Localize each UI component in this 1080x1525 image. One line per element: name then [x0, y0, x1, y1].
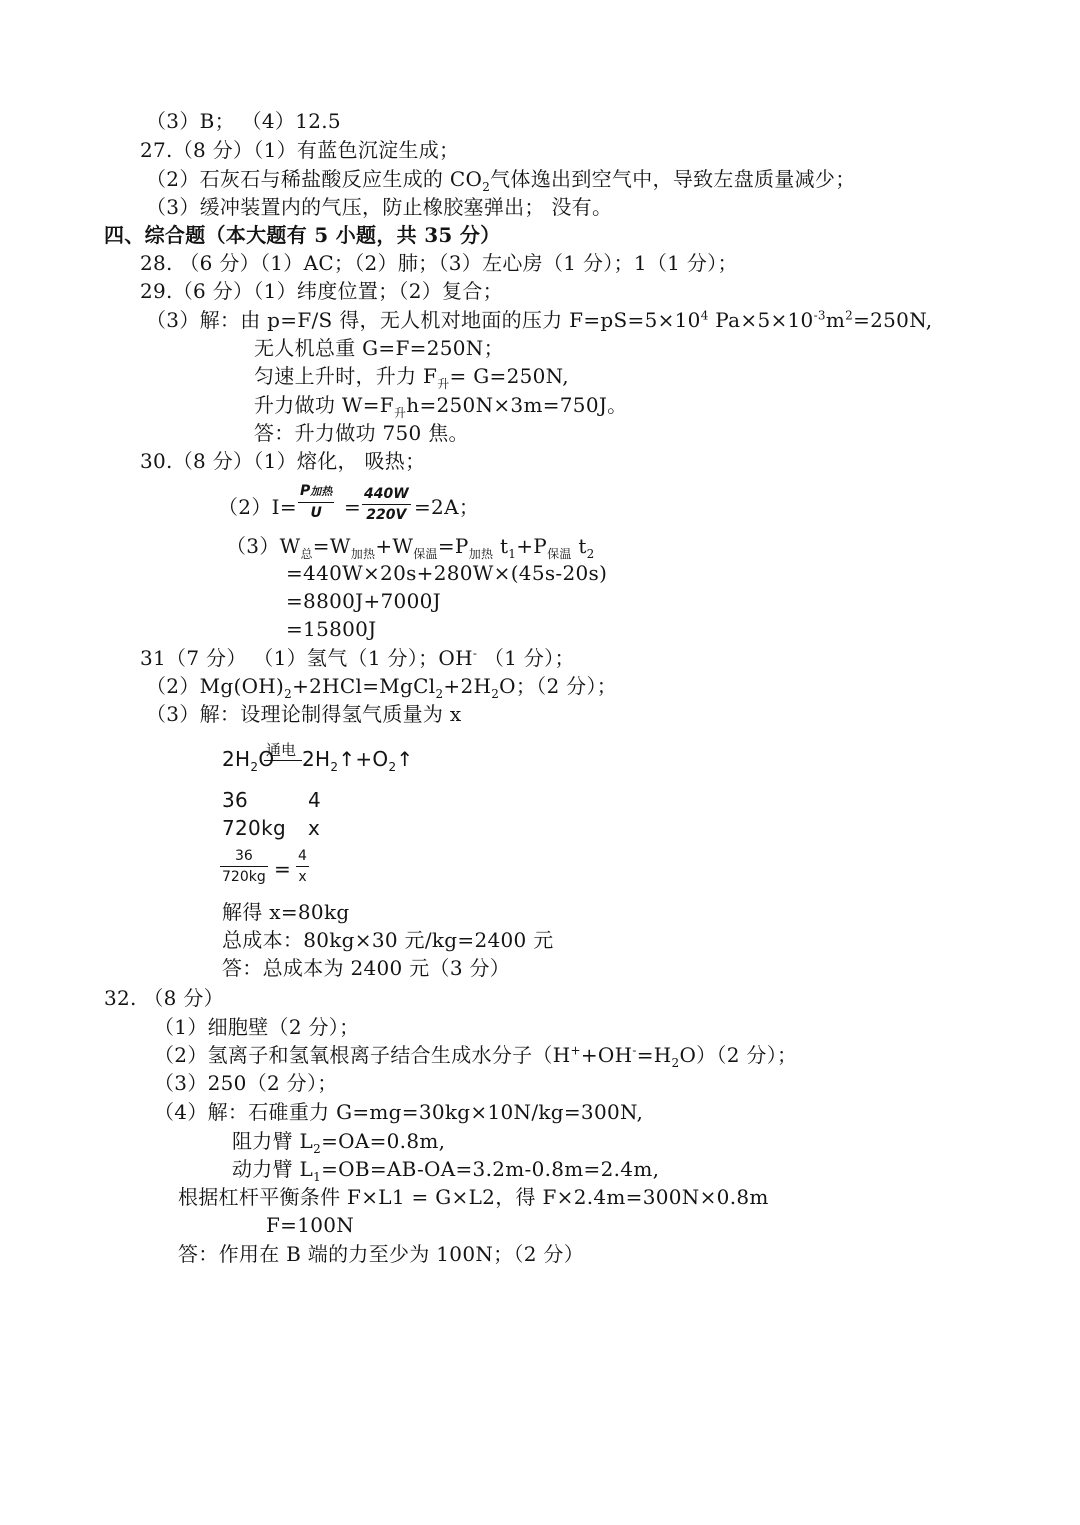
answer-29-part3-answer: 答：升力做功 750 焦。: [254, 421, 469, 445]
fraction-440w-over-220v: [362, 484, 411, 525]
answer-30-part3-line1: $(3)W_总=W_{加热}+W_{保温}=P_{加热}$ $t_1+P_{保温}$ $t_2$: [226, 534, 595, 561]
answer-26-parts: （3）B； （4）12.5: [146, 109, 341, 133]
fraction-denominator: 720kg: [222, 869, 266, 885]
answer-30-part2-result: =2A；: [414, 495, 480, 519]
fraction-denominator: 220V: [366, 507, 407, 523]
answer-28: 28. （6 分）（1）AC；（2）肺；（3）左心房（1 分）；1（1 分）；: [140, 251, 738, 275]
answer-29-part3-line3: 匀速上升时，升力 $F_升= G=250N$,: [254, 364, 569, 391]
answer-30-part2-label: （2）I=: [218, 495, 297, 519]
fraction-denominator: x: [298, 869, 307, 885]
actual-mass-hydrogen: x: [308, 816, 321, 840]
mass-ratio-water: 36: [222, 788, 249, 812]
answer-32-part4-line4: 根据杠杆平衡条件 F×L1 = G×L2，得 F×2.4m=300N×0.8m: [178, 1185, 769, 1209]
fraction-numerator: 440W: [364, 486, 409, 502]
answer-32-part4-line2: 阻力臂 $L_2=OA=0.8m$,: [232, 1129, 446, 1156]
answer-32-answer: 答：作用在 B 端的力至少为 100N；（2 分）: [178, 1242, 585, 1266]
answer-30-part3-line3: =8800J+7000J: [286, 589, 441, 613]
reaction-condition: 通电: [266, 741, 297, 759]
answer-30-part3-line2: =440W×20s+280W×(45s-20s): [286, 561, 608, 585]
answer-32-part4-line3: 动力臂 $L_1=OB=AB-OA=3.2m-0.8m=2.4m$,: [232, 1157, 660, 1184]
answer-32-header: 32. （8 分）: [104, 986, 224, 1010]
answer-30-part3-line4: =15800J: [286, 617, 377, 641]
answer-27-part1: 27.（8 分）（1）有蓝色沉淀生成；: [140, 138, 460, 162]
electrolysis-equation-right: $2H_2↑+O_2↑$: [302, 747, 414, 774]
answer-29-part3-line4: 升力做功 $W=F_升h=250N\times 3m=750J$。: [254, 393, 628, 420]
fraction-numerator: 4: [298, 848, 307, 864]
answer-29-part3-line2: 无人机总重 G=F=250N；: [254, 336, 504, 360]
fraction-power-over-voltage: [298, 481, 334, 523]
answer-31-solve: 解得 x=80kg: [222, 900, 350, 924]
answer-31-part3-intro: （3）解：设理论制得氢气质量为 x: [146, 702, 462, 726]
answer-32-part1: （1）细胞壁（2 分）；: [154, 1015, 360, 1039]
section-heading: 四、综合题（本大题有 5 小题，共 35 分）: [104, 223, 501, 247]
proportion-equals: =: [274, 857, 292, 881]
answer-32-part4-line1: （4）解：石碓重力 G=mg=30kg×10N/kg=300N,: [154, 1100, 644, 1124]
answer-32-part3: （3）250（2 分）；: [154, 1071, 338, 1095]
electrolysis-equation-left: $2H_2O$: [222, 747, 275, 774]
fraction-denominator: U: [310, 505, 322, 521]
answer-29-part1: 29.（6 分）（1）纬度位置；（2）复合；: [140, 279, 503, 303]
answer-27-part2: （2）石灰石与稀盐酸反应生成的 $CO_2$气体逸出到空气中，导致左盘质量减少；: [146, 167, 856, 194]
fraction-numerator: 36: [234, 848, 253, 864]
fraction-36-over-720kg: [220, 846, 268, 887]
answer-29-part3-line1: （3）解：由 p=F/S 得，无人机对地面的压力 $F=pS=5\times 10^4$ $Pa\times 5\times 10^{-3}m^2=250N$,: [146, 308, 933, 332]
mass-ratio-hydrogen: 4: [308, 788, 322, 812]
answer-32-part2: （2）氢离子和氢氧根离子结合生成水分子$(H^++OH^-=H_2O)(2$ 分）；: [154, 1043, 798, 1070]
answer-31-total-cost: 总成本：80kg×30 元/kg=2400 元: [222, 928, 554, 952]
answer-31-answer: 答：总成本为 2400 元（3 分）: [222, 956, 511, 980]
answer-32-part4-line5: F=100N: [266, 1213, 355, 1237]
reaction-arrow-line: [264, 760, 302, 761]
fraction-numerator-subscript: 加热: [310, 485, 333, 498]
fraction-4-over-x: [296, 846, 309, 887]
answer-31-part2: $(2)Mg(OH)_2+2HCl=MgCl_2+2H_2O$；（2 分）；: [146, 674, 618, 701]
equals-sign: =: [344, 495, 362, 519]
actual-mass-water: 720kg: [222, 816, 286, 840]
answer-27-part3: （3）缓冲装置内的气压，防止橡胶塞弹出； 没有。: [146, 195, 613, 219]
answer-31-part1: 31（7 分） （1）氢气（1 分）；OH- （1 分）；: [140, 646, 575, 670]
fraction-numerator: P: [300, 483, 311, 499]
answer-30-part1: 30.（8 分）（1）熔化， 吸热；: [140, 449, 426, 473]
